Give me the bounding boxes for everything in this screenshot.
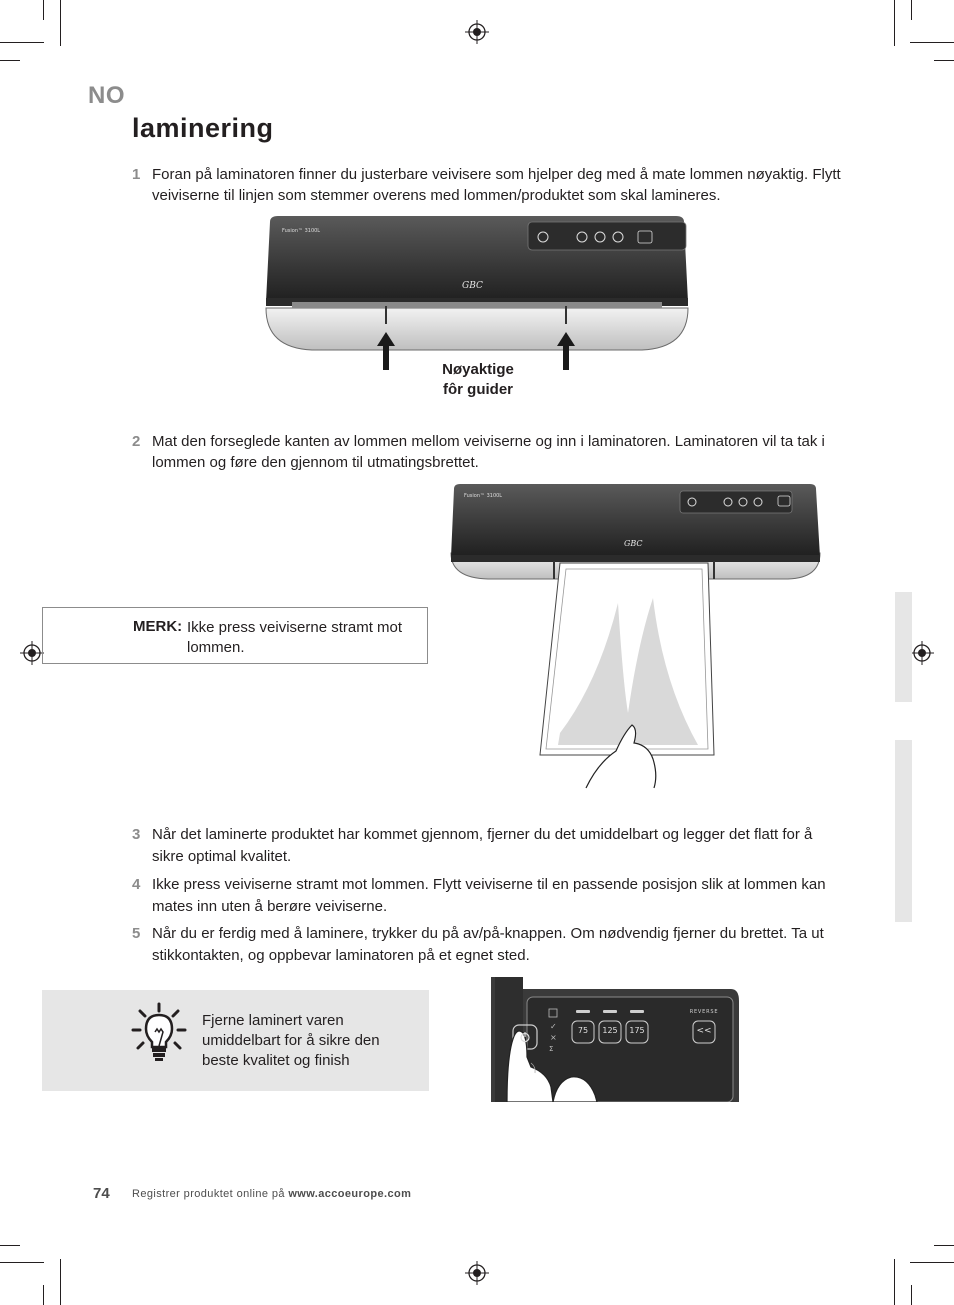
crop-mark xyxy=(934,60,954,61)
note-label: MERK: xyxy=(133,618,183,635)
caption-line: fôr guider xyxy=(443,381,513,398)
power-icon xyxy=(519,1031,531,1043)
step-text: Når det laminerte produktet har kommet gjennom, fjerner du det umiddelbart og legger det flatt for å sikre optimal kvalitet. xyxy=(152,826,813,865)
svg-text:✓: ✓ xyxy=(550,1022,557,1031)
footer xyxy=(132,1188,411,1200)
step-4 xyxy=(132,874,842,918)
lightbulb-icon xyxy=(130,1002,188,1062)
registration-mark-icon xyxy=(465,20,489,44)
crop-mark xyxy=(0,1262,44,1263)
step-text: Foran på laminatoren finner du justerbare veivisere som hjelper deg med å mate lommen nøyaktig. Flytt veiviserne til linjen som stemmer overens med lommen/produktet som skal lamineres. xyxy=(152,166,841,204)
brand-logo: GBC xyxy=(624,539,643,548)
reverse-label: REVERSE xyxy=(689,1009,719,1015)
crop-mark xyxy=(911,0,912,20)
guides-caption xyxy=(410,360,546,400)
crop-mark xyxy=(910,42,954,43)
temp-button-175: 175 xyxy=(629,1026,645,1035)
svg-text:Σ: Σ xyxy=(549,1045,554,1053)
temp-button-75: 75 xyxy=(577,1026,589,1035)
svg-text:×: × xyxy=(550,1033,557,1042)
brand-logo: GBC xyxy=(462,281,483,291)
crop-mark xyxy=(894,0,895,46)
crop-mark xyxy=(0,42,44,43)
page-number: 74 xyxy=(93,1185,110,1202)
footer-url[interactable]: www.accoeurope.com xyxy=(288,1188,412,1200)
crop-mark xyxy=(910,1262,954,1263)
temp-button-125: 125 xyxy=(602,1026,618,1035)
registration-mark-icon xyxy=(20,641,44,665)
control-panel-illustration xyxy=(491,977,741,1102)
laminator-guides-illustration xyxy=(262,214,692,374)
tip-text: Fjerne laminert varen umiddelbart for å sikre den beste kvalitet og finish xyxy=(202,1012,380,1069)
caption-line: Nøyaktige xyxy=(442,361,514,378)
crop-mark xyxy=(0,60,20,61)
step-number: 3 xyxy=(132,826,141,843)
step-text: Mat den forseglede kanten av lommen mellom veiviserne og inn i laminatoren. Laminatoren vil ta tak i lommen og føre den gjennom til utmatingsbrettet. xyxy=(152,433,825,471)
crop-mark xyxy=(60,1259,61,1305)
step-3 xyxy=(132,824,842,868)
page-title: laminering xyxy=(132,113,274,143)
step-text: Ikke press veiviserne stramt mot lommen. Flytt veiviserne til en passende posisjon slik at lommen kan mates inn uten å berøre veiviserne. xyxy=(152,876,826,915)
side-tab xyxy=(895,592,912,702)
crop-mark xyxy=(60,0,61,46)
crop-mark xyxy=(911,1285,912,1305)
crop-mark xyxy=(0,1245,20,1246)
language-code: NO xyxy=(88,82,125,109)
reverse-symbol: << xyxy=(696,1026,712,1036)
registration-mark-icon xyxy=(465,1261,489,1285)
footer-text: Registrer produktet online på xyxy=(132,1188,285,1200)
step-1 xyxy=(132,164,842,206)
step-text: Når du er ferdig med å laminere, trykker du på av/på-knappen. Om nødvendig fjerner du brettet. Ta ut stikkontakten, og oppbevar laminatoren på et egnet sted. xyxy=(152,925,824,964)
crop-mark xyxy=(894,1259,895,1305)
step-number: 2 xyxy=(132,433,141,450)
tip-box xyxy=(42,990,429,1091)
note-box xyxy=(42,607,428,664)
laminator-feeding-illustration xyxy=(448,483,823,793)
step-number: 4 xyxy=(132,876,141,893)
registration-mark-icon xyxy=(910,641,934,665)
crop-mark xyxy=(934,1245,954,1246)
side-tab xyxy=(895,740,912,922)
model-label: Fusion™ 3100L xyxy=(464,493,503,499)
crop-mark xyxy=(43,1285,44,1305)
crop-mark xyxy=(43,0,44,20)
model-label: Fusion™ 3100L xyxy=(282,228,321,234)
step-5 xyxy=(132,923,842,967)
step-2 xyxy=(132,431,842,473)
step-number: 1 xyxy=(132,166,141,183)
step-number: 5 xyxy=(132,925,141,942)
note-text: Ikke press veiviserne stramt mot lommen. xyxy=(187,619,403,656)
